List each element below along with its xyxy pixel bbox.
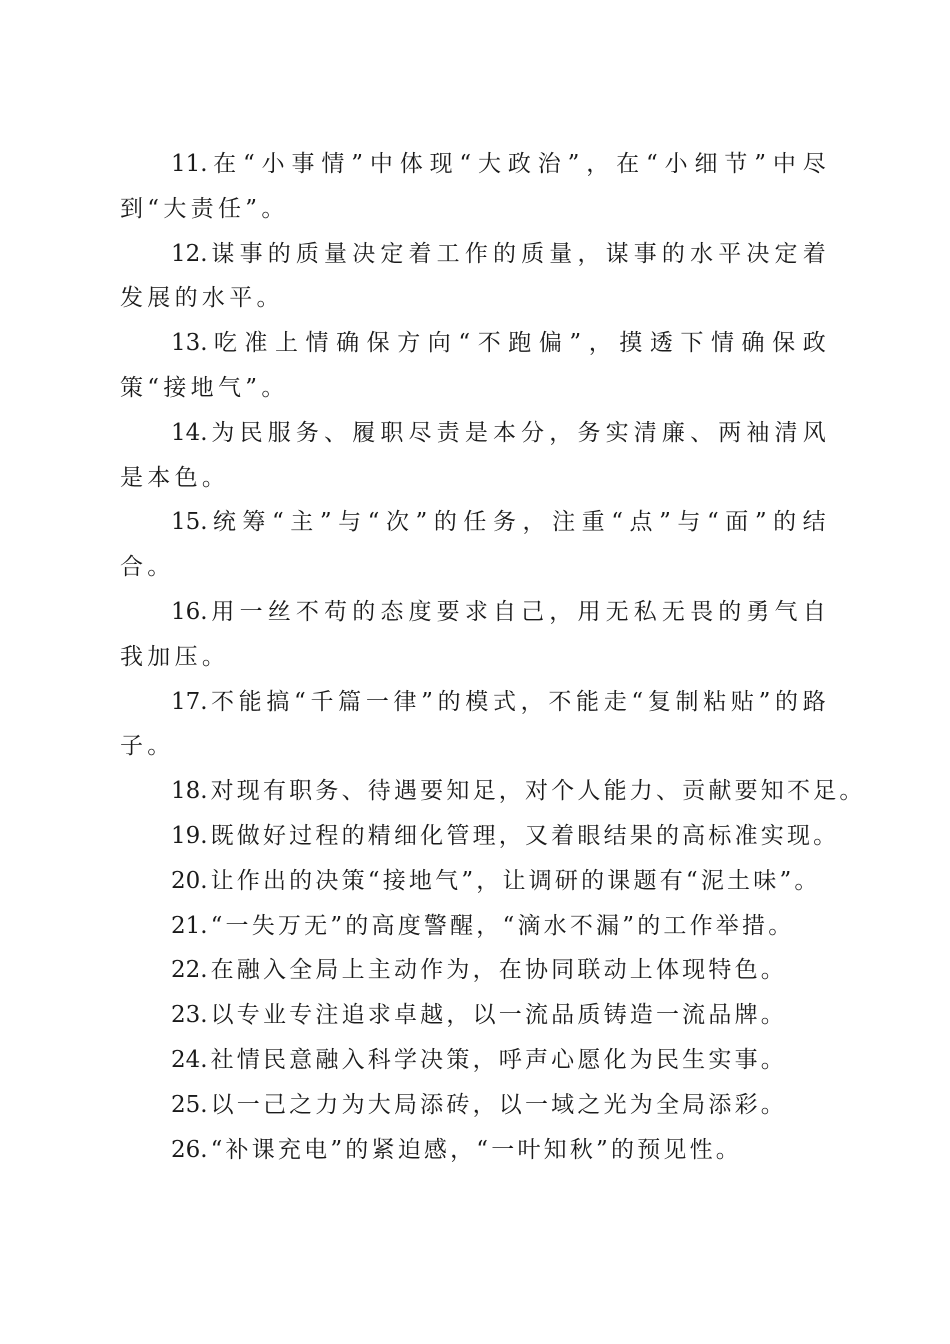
list-item: [120, 769, 866, 814]
item-text: 既做好过程的精细化管理，又着眼结果的高标准实现。: [210, 822, 840, 849]
item-text: 以专业专注追求卓越，以一流品质铸造一流品牌。: [210, 1002, 787, 1029]
list-item: [120, 680, 830, 770]
item-number: 12.: [171, 240, 208, 267]
item-number: 15.: [171, 509, 208, 536]
item-number: 11.: [171, 151, 208, 177]
item-number: 14.: [171, 419, 208, 446]
list-item: [120, 814, 840, 859]
item-text: 为民服务、履职尽责是本分，务实清廉、两袖清风是本色。: [120, 419, 830, 491]
list-item: [120, 904, 830, 949]
list-item: [120, 590, 830, 680]
item-text: 在“小事情”中体现“大政治”，在“小细节”中尽到“大责任”。: [120, 151, 830, 222]
item-text: 不能搞“千篇一律”的模式，不能走“复制粘贴”的路子。: [120, 688, 830, 760]
item-text: “补课充电”的紧迫感，“一叶知秋”的预见性。: [210, 1136, 743, 1163]
item-text: 社情民意融入科学决策，呼声心愿化为民生实事。: [210, 1046, 787, 1073]
list-item: [120, 321, 830, 411]
list-item: [120, 1038, 830, 1083]
list-item: [120, 1128, 830, 1173]
item-text: 吃准上情确保方向“不跑偏”，摸透下情确保政策“接地气”。: [120, 330, 830, 401]
list-item: [120, 993, 830, 1038]
item-number: 24.: [171, 1046, 208, 1073]
item-text: 对现有职务、待遇要知足，对个人能力、贡献要知不足。: [210, 778, 866, 805]
document-body: [120, 142, 866, 1172]
item-text: 用一丝不苟的态度要求自己，用无私无畏的勇气自我加压。: [120, 598, 830, 670]
item-number: 16.: [171, 598, 208, 625]
item-text: “一失万无”的高度警醒，“滴水不漏”的工作举措。: [210, 912, 795, 939]
item-number: 22.: [171, 957, 208, 984]
item-number: 17.: [171, 688, 208, 715]
list-item: [120, 232, 830, 322]
item-text: 统筹“主”与“次”的任务，注重“点”与“面”的结合。: [120, 509, 830, 581]
item-number: 18.: [171, 778, 208, 805]
item-number: 21.: [171, 912, 208, 939]
item-number: 20.: [171, 867, 208, 894]
list-item: [120, 859, 830, 904]
item-number: 19.: [171, 822, 208, 849]
item-number: 23.: [171, 1002, 208, 1029]
list-item: [120, 948, 830, 993]
list-item: [120, 1083, 830, 1128]
list-item: [120, 500, 830, 590]
item-text: 以一己之力为大局添砖，以一域之光为全局添彩。: [210, 1091, 787, 1118]
item-text: 在融入全局上主动作为，在协同联动上体现特色。: [210, 957, 787, 984]
list-item: [120, 142, 830, 232]
item-number: 25.: [171, 1091, 208, 1118]
item-number: 13.: [171, 330, 208, 357]
item-number: 26.: [171, 1136, 208, 1163]
list-item: [120, 411, 830, 501]
item-text: 让作出的决策“接地气”，让调研的课题有“泥土味”。: [210, 867, 821, 894]
item-text: 谋事的质量决定着工作的质量，谋事的水平决定着发展的水平。: [120, 240, 830, 312]
